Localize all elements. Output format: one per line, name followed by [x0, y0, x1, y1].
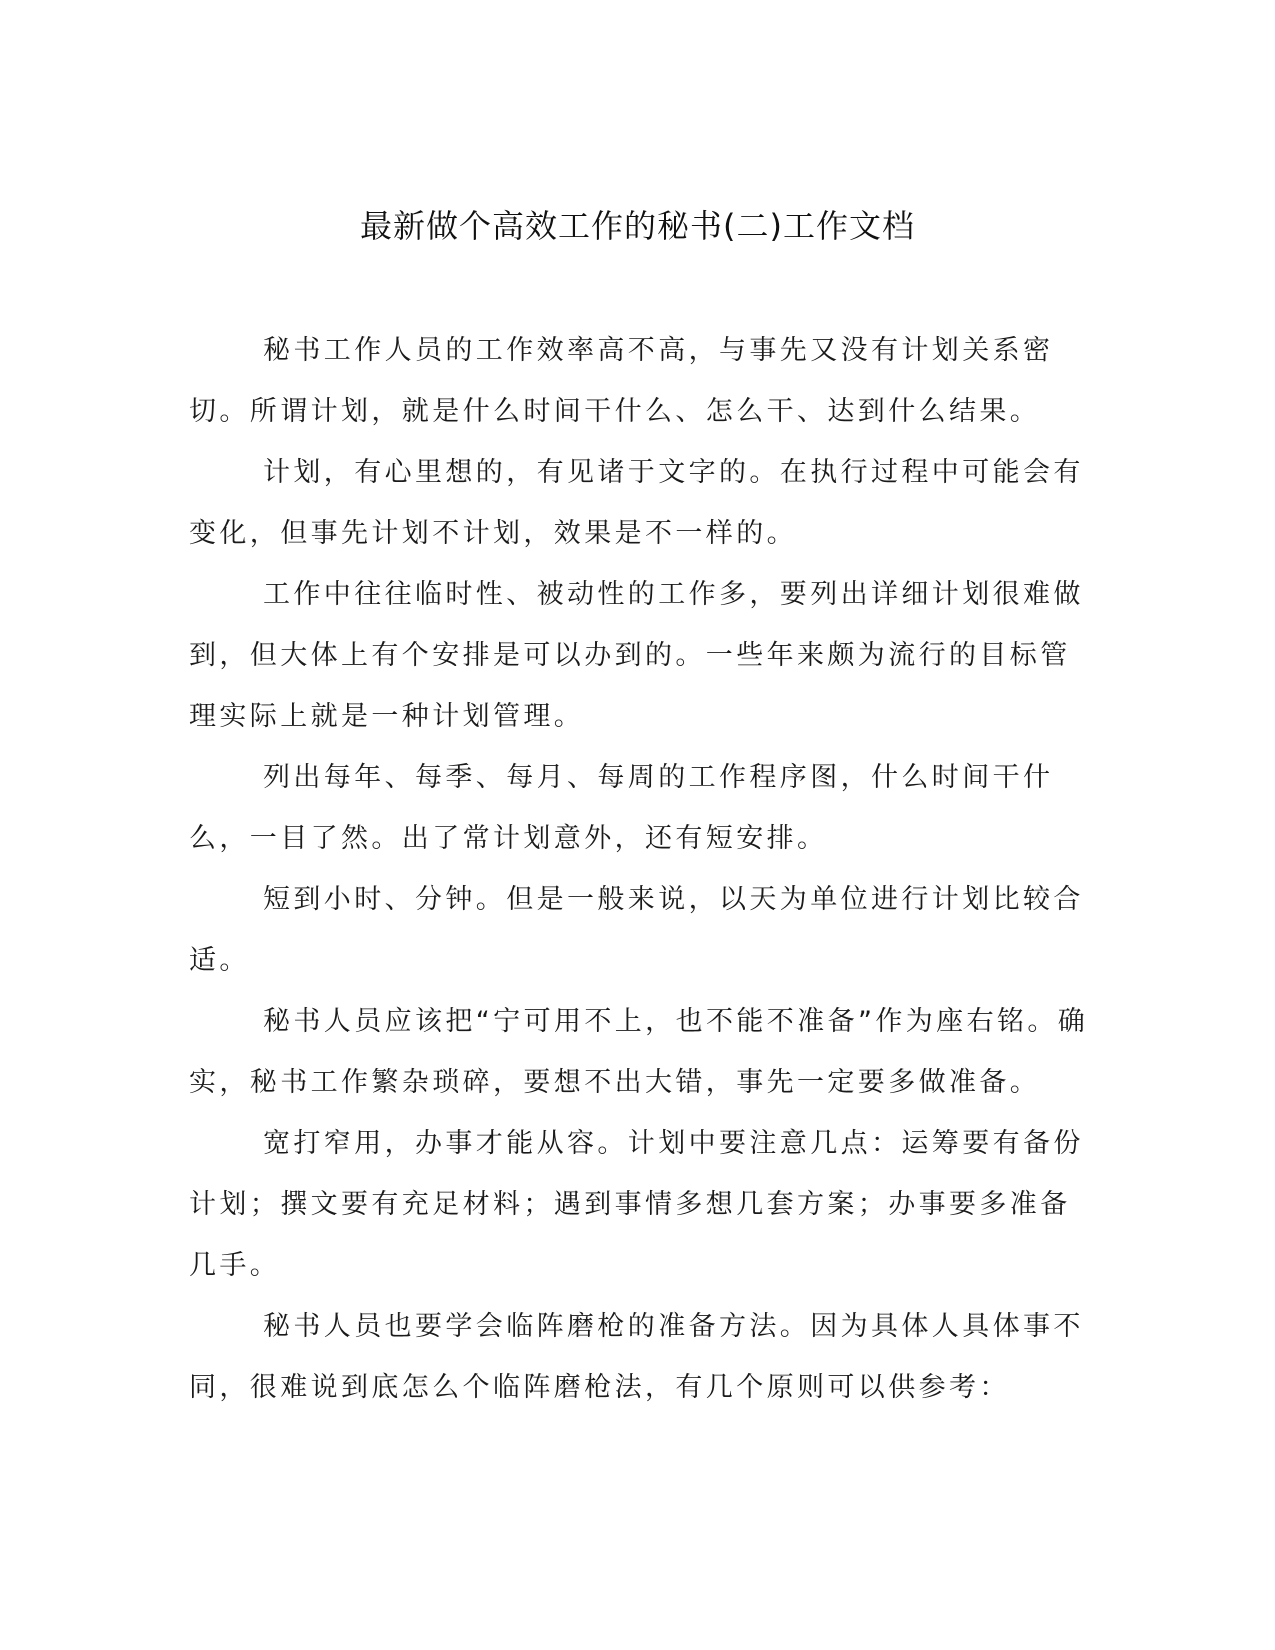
document-title: 最新做个高效工作的秘书(二)工作文档: [360, 207, 915, 245]
paragraph-7: 宽打窄用，办事才能从容。计划中要注意几点：运筹要有备份计划；撰文要有充足材料；遇到事情多想几套方案；办事要多准备几手。: [189, 1128, 1084, 1281]
paragraph-3: 工作中往往临时性、被动性的工作多，要列出详细计划很难做到，但大体上有个安排是可以办到的。一些年来颇为流行的目标管理实际上就是一种计划管理。: [189, 579, 1084, 732]
paragraph-2: 计划，有心里想的，有见诸于文字的。在执行过程中可能会有变化，但事先计划不计划，效果是不一样的。: [189, 457, 1084, 549]
paragraph-5: 短到小时、分钟。但是一般来说，以天为单位进行计划比较合适。: [189, 884, 1084, 976]
paragraph-6: 秘书人员应该把“宁可用不上，也不能不准备”作为座右铭。确实，秘书工作繁杂琐碎，要想不出大错，事先一定要多做准备。: [189, 1006, 1089, 1098]
paragraph-1: 秘书工作人员的工作效率高不高，与事先又没有计划关系密切。所谓计划，就是什么时间干什么、怎么干、达到什么结果。: [189, 335, 1054, 427]
paragraph-8: 秘书人员也要学会临阵磨枪的准备方法。因为具体人具体事不同，很难说到底怎么个临阵磨枪法，有几个原则可以供参考：: [189, 1311, 1084, 1403]
paragraph-4: 列出每年、每季、每月、每周的工作程序图，什么时间干什么，一目了然。出了常计划意外，还有短安排。: [189, 762, 1054, 854]
document-body: [189, 320, 1089, 1418]
